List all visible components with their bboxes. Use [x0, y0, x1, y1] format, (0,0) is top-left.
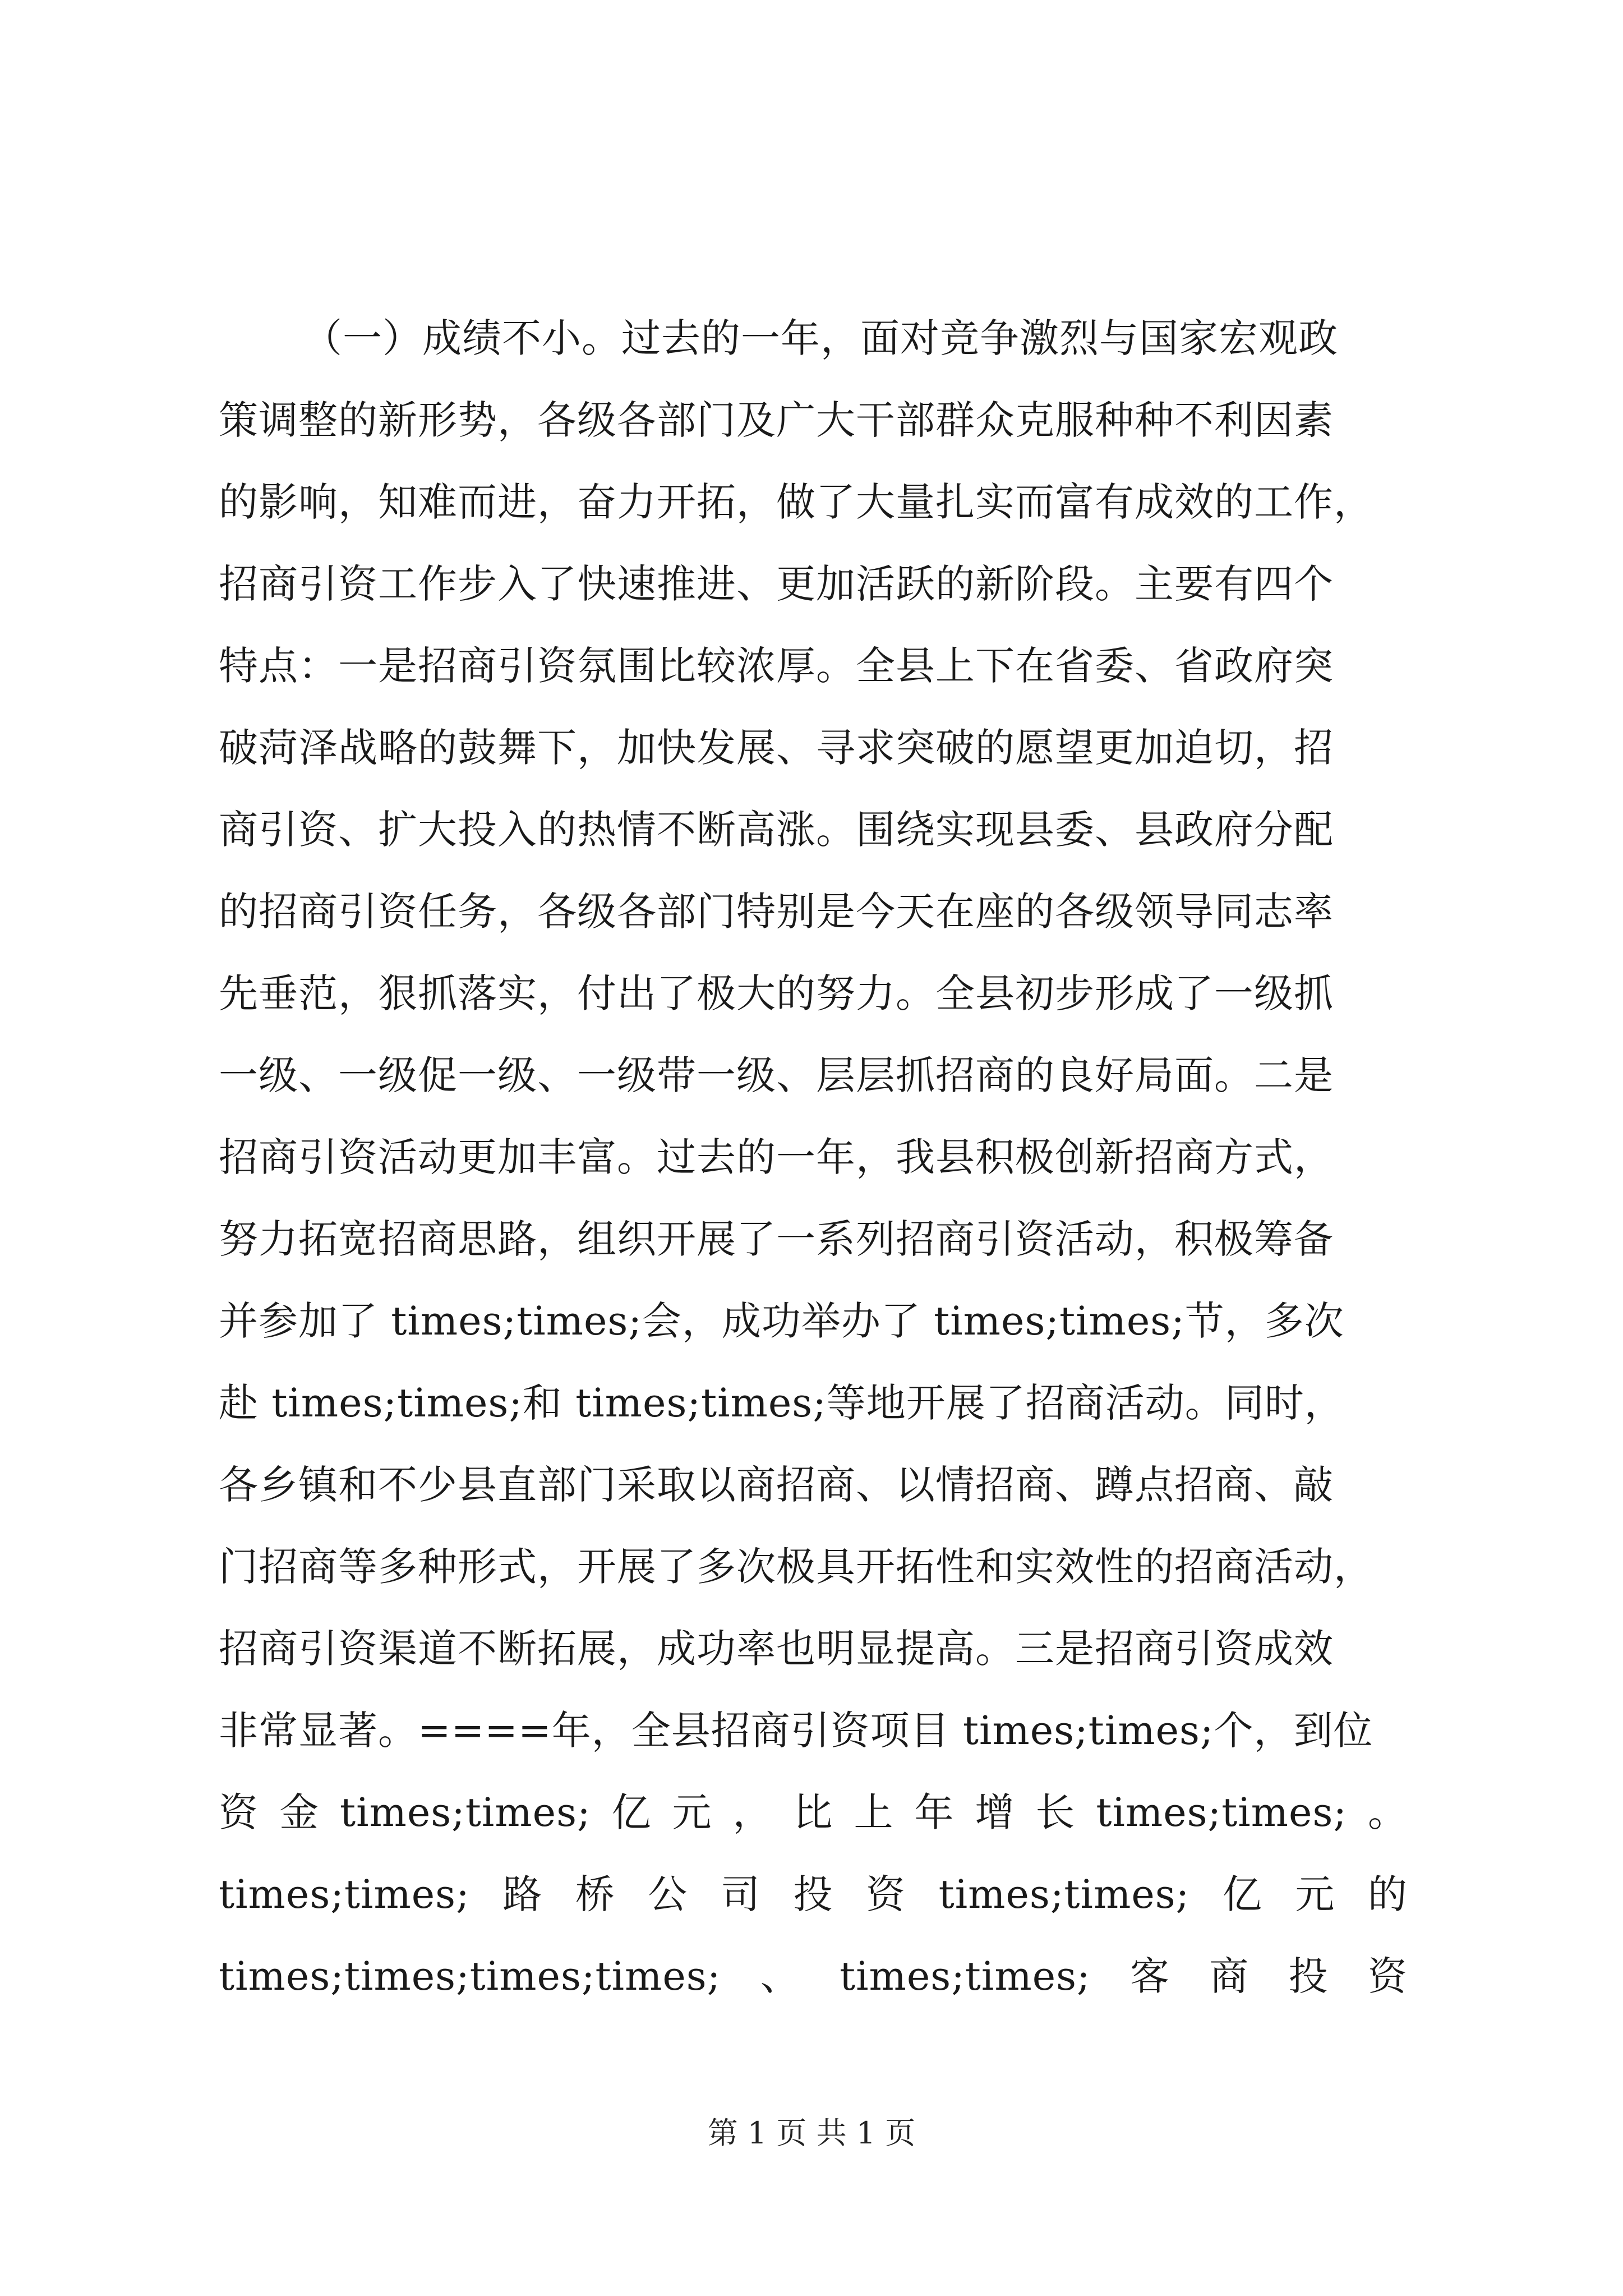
text-line: 招商引资工作步入了快速推进、更加活跃的新阶段。主要有四个 — [219, 561, 1334, 607]
text-token: 、 — [760, 1953, 800, 1999]
text-token: 桥 — [575, 1871, 615, 1917]
page-footer: 第 1 页 共 1 页 — [707, 2115, 916, 2151]
justified-text-line — [219, 1772, 1408, 1853]
text-token: 公 — [648, 1871, 688, 1917]
text-token: 资 — [1367, 1953, 1408, 1999]
text-token: times;times; — [1096, 1789, 1347, 1835]
text-token: times;times; — [339, 1789, 591, 1835]
text-line: 的招商引资任务，各级各部门特别是今天在座的各级领导同志率 — [219, 889, 1334, 935]
text-token: 商 — [1209, 1953, 1249, 1999]
text-line: 非常显著。====年，全县招商引资项目 times;times;个，到位 — [219, 1708, 1373, 1754]
text-line: 努力拓宽招商思路，组织开展了一系列招商引资活动，积极筹备 — [219, 1216, 1334, 1262]
text-line: 的影响，知难而进，奋力开拓，做了大量扎实而富有成效的工作， — [219, 479, 1373, 525]
text-token: 亿 — [611, 1789, 652, 1835]
text-token: 增 — [975, 1789, 1015, 1835]
text-token: ， — [732, 1789, 773, 1835]
text-token: 路 — [502, 1871, 543, 1917]
text-line: 策调整的新形势，各级各部门及广大干部群众克服种种不利因素 — [219, 397, 1334, 443]
text-line: 商引资、扩大投入的热情不断高涨。围绕实现县委、县政府分配 — [219, 807, 1334, 853]
text-token: 元 — [1295, 1871, 1335, 1917]
text-line: 一级、一级促一级、一级带一级、层层抓招商的良好局面。二是 — [219, 1052, 1334, 1098]
text-token: times;times; — [839, 1953, 1091, 1999]
text-line: 特点：一是招商引资氛围比较浓厚。全县上下在省委、省政府突 — [219, 643, 1334, 689]
text-line: 先垂范，狠抓落实，付出了极大的努力。全县初步形成了一级抓 — [219, 970, 1334, 1016]
text-token: 上 — [854, 1789, 894, 1835]
text-line: （一）成绩不小。过去的一年，面对竞争激烈与国家宏观政 — [303, 315, 1338, 361]
text-token: times;times;times;times; — [219, 1953, 721, 1999]
text-token: 资 — [219, 1789, 259, 1835]
text-token: 的 — [1367, 1871, 1408, 1917]
text-token: 亿 — [1222, 1871, 1262, 1917]
text-line: 赴 times;times;和 times;times;等地开展了招商活动。同时， — [219, 1380, 1344, 1426]
text-token: 长 — [1035, 1789, 1076, 1835]
text-line: 招商引资渠道不断拓展，成功率也明显提高。三是招商引资成效 — [219, 1626, 1334, 1672]
text-line: 门招商等多种形式，开展了多次极具开拓性和实效性的招商活动， — [219, 1544, 1373, 1590]
text-token: 比 — [793, 1789, 833, 1835]
text-token: 金 — [279, 1789, 319, 1835]
text-line: 破菏泽战略的鼓舞下，加快发展、寻求突破的愿望更加迫切，招 — [219, 725, 1334, 771]
text-token: times;times; — [938, 1871, 1190, 1917]
text-line: 各乡镇和不少县直部门采取以商招商、以情招商、蹲点招商、敲 — [219, 1462, 1334, 1508]
justified-text-line — [219, 1853, 1408, 1935]
text-line: 招商引资活动更加丰富。过去的一年，我县积极创新招商方式， — [219, 1134, 1334, 1180]
text-token: 年 — [914, 1789, 955, 1835]
text-token: 资 — [866, 1871, 906, 1917]
text-line: 并参加了 times;times;会，成功举办了 times;times;节，多次 — [219, 1298, 1344, 1344]
body-paragraph — [219, 297, 1408, 2017]
text-token: times;times; — [219, 1871, 470, 1917]
text-token: 客 — [1129, 1953, 1170, 1999]
text-token: 投 — [1288, 1953, 1329, 1999]
text-token: 司 — [720, 1871, 760, 1917]
text-token: 。 — [1367, 1789, 1408, 1835]
text-token: 元 — [672, 1789, 712, 1835]
text-token: 投 — [793, 1871, 833, 1917]
justified-text-line — [219, 1935, 1408, 2017]
